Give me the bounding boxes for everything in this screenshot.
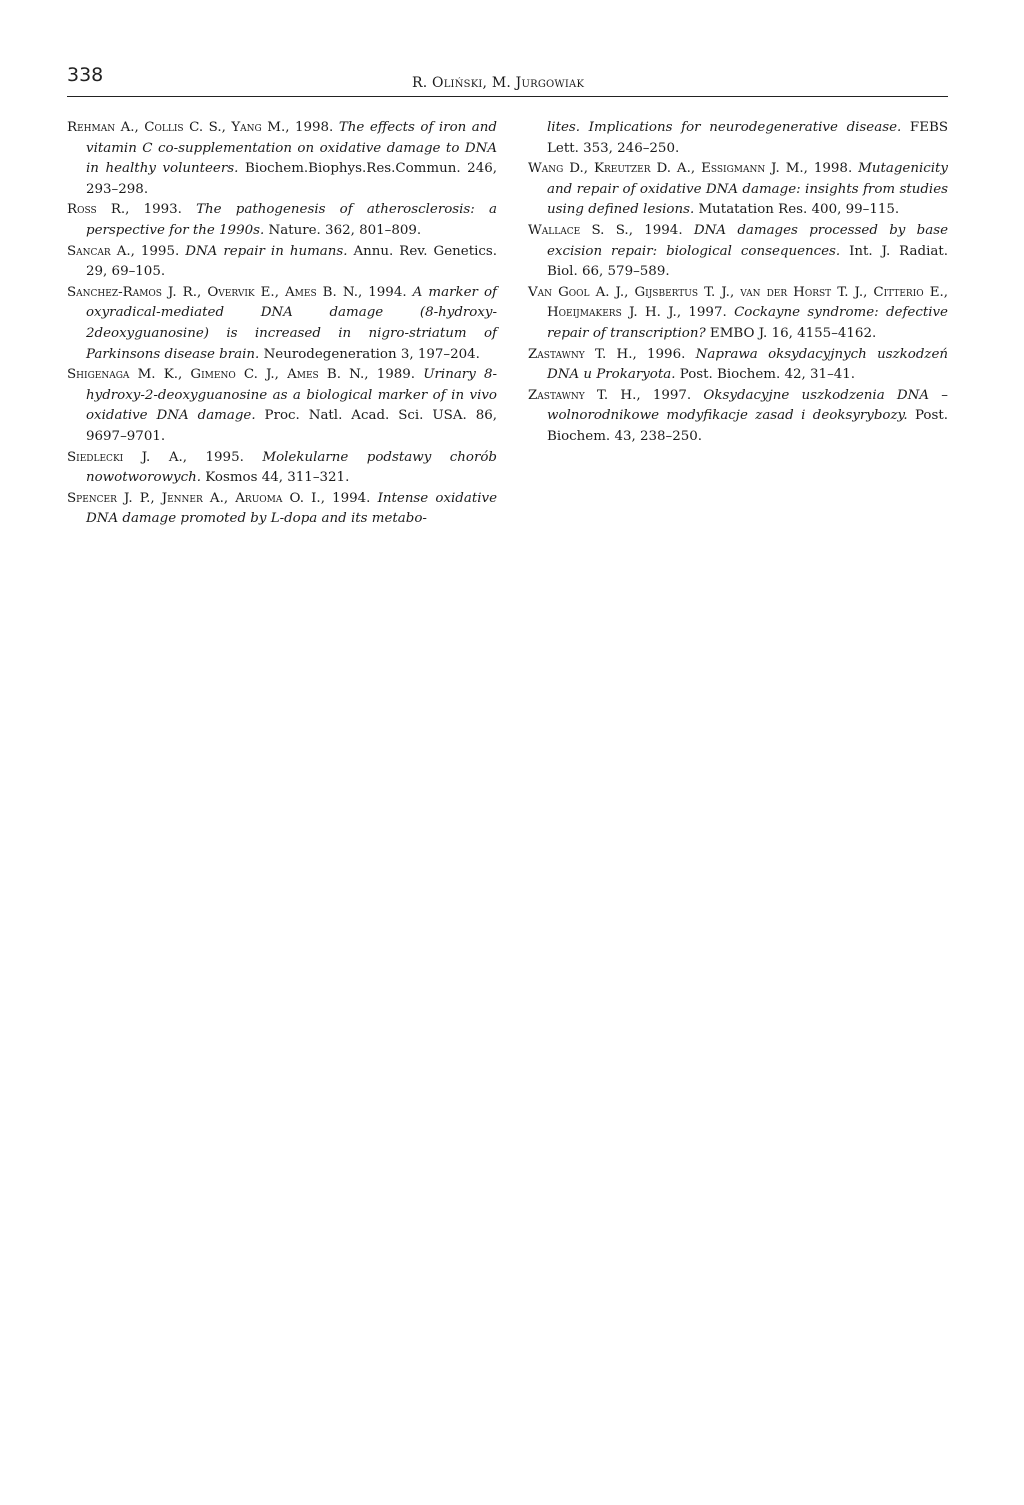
ref-year: , 1997.: [636, 387, 704, 403]
ref-title: Oksydacyjne uszkodzenia DNA – wolnorodnikowe modyfikacje zasad i deoksyrybozy.: [547, 387, 948, 424]
reference-entry: [528, 386, 948, 448]
ref-authors: Ross R.: [67, 202, 126, 218]
left-column: [67, 118, 497, 530]
ref-source: Biochem.Biophys.Res.Commun. 246, 293–298.: [86, 161, 497, 197]
reference-entry: [528, 345, 948, 386]
ref-year: , 1995.: [130, 243, 186, 259]
ref-source: Nature. 362, 801–809.: [264, 222, 422, 238]
ref-title: DNA repair in humans.: [185, 243, 348, 259]
reference-entry: [67, 365, 497, 447]
ref-year: , 1994.: [357, 284, 413, 300]
ref-authors: Wang D., Kreutzer D. A., Essigmann J. M.: [528, 161, 804, 177]
right-column: [528, 118, 948, 448]
reference-entry: [528, 221, 948, 283]
ref-source: Post. Biochem. 42, 31–41.: [675, 367, 856, 383]
ref-authors: Sancar A.: [67, 243, 131, 259]
ref-source: FEBS Lett. 353, 246–250.: [547, 120, 948, 156]
ref-year: , 1993.: [125, 202, 197, 218]
ref-source: Neurodegeneration 3, 197–204.: [259, 346, 480, 362]
ref-title: Mutagenicity and repair of oxidative DNA damage: insights from studies using defined lesions.: [547, 161, 948, 218]
ref-title: Naprawa oksydacyjnych uszkodzeń DNA u Prokaryota.: [547, 346, 948, 383]
ref-title: DNA damages processed by base excision repair: biological consequences.: [547, 222, 949, 259]
ref-source: Mutatation Res. 400, 99–115.: [694, 202, 900, 218]
ref-year: , 1989.: [364, 367, 424, 383]
reference-entry: [67, 448, 497, 489]
ref-source: Kosmos 44, 311–321.: [200, 470, 350, 486]
ref-year: , 1998.: [285, 120, 339, 135]
ref-year: , 1994.: [628, 222, 694, 238]
reference-entry: [67, 283, 497, 365]
ref-title: Cockayne syndrome: defective repair of transcription?: [547, 305, 948, 341]
ref-authors: Sanchez-Ramos J. R., Overvik E., Ames B. N.: [67, 284, 358, 300]
ref-source: Proc. Natl. Acad. Sci. USA. 86, 9697–9701.: [86, 408, 497, 444]
ref-authors: Siedlecki J. A.: [67, 449, 183, 465]
header-rule: [67, 96, 948, 97]
ref-source: EMBO J. 16, 4155–4162.: [705, 325, 877, 341]
reference-entry: [67, 200, 497, 241]
ref-source: Post. Biochem. 43, 238–250.: [547, 408, 948, 444]
ref-authors: Wallace S. S.: [528, 222, 629, 238]
ref-year: , 1998.: [803, 161, 859, 177]
ref-year: , 1995.: [182, 449, 263, 465]
ref-title: The pathogenesis of atherosclerosis: a perspective for the 1990s.: [86, 202, 497, 238]
reference-entry: [67, 118, 497, 200]
ref-authors: Zastawny T. H.: [528, 346, 633, 362]
ref-authors: Shigenaga M. K., Gimeno C. J., Ames B. N.: [67, 367, 365, 383]
ref-authors: Spencer J. P., Jenner A., Aruoma O. I.: [67, 490, 321, 506]
ref-title: The effects of iron and vitamin C co-supplementation on oxidative damage to DNA in healthy volunteers.: [86, 120, 497, 177]
ref-title: A marker of oxyradical-mediated DNA damage (8-hydroxy-2deoxyguanosine) is increased in nigro-striatum of Parkinsons disease brain.: [86, 284, 497, 362]
running-head: R. Oliński, M. Jurgowiak: [412, 75, 585, 91]
ref-year: , 1996.: [632, 346, 696, 362]
reference-continuation: [528, 118, 948, 159]
ref-authors: Zastawny T. H.: [528, 387, 637, 403]
reference-entry: [528, 159, 948, 221]
ref-authors: Van Gool A. J., Gijsbertus T. J., van der Horst T. J., Citterio E., Hoeijmakers J. H. J.: [528, 284, 948, 321]
ref-title: lites. Implications for neurodegenerative disease.: [547, 120, 902, 135]
ref-title: Urinary 8-hydroxy-2-deoxyguanosine as a biological marker of in vivo oxidative DNA damage.: [86, 367, 497, 424]
reference-entry: [528, 283, 948, 345]
ref-source: Annu. Rev. Genetics. 29, 69–105.: [86, 243, 497, 280]
ref-title: Molekularne podstawy chorób nowotworowych.: [86, 449, 497, 486]
ref-year: , 1994.: [320, 490, 378, 506]
ref-source: Int. J. Radiat. Biol. 66, 579–589.: [547, 243, 948, 280]
reference-entry: [67, 242, 497, 283]
ref-year: , 1997.: [676, 305, 735, 321]
ref-authors: Rehman A., Collis C. S., Yang M.: [67, 120, 286, 135]
reference-entry: [67, 489, 497, 530]
ref-title: Intense oxidative DNA damage promoted by L-dopa and its metabo-: [86, 490, 497, 527]
page-number: 338: [67, 64, 104, 86]
